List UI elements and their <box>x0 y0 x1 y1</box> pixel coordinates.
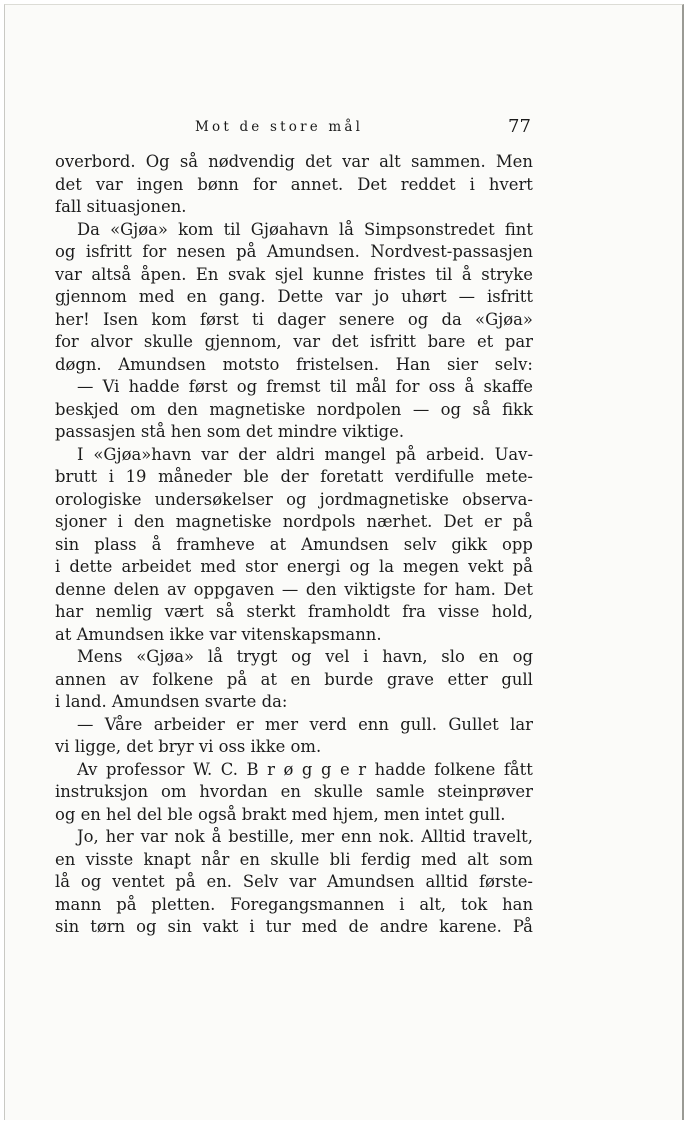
text-line: lå og ventet på en. Selv var Amundsen alltid første- <box>55 872 533 891</box>
running-header: Mot de store mål <box>195 119 364 135</box>
text-line: passasjen stå hen som det mindre viktige. <box>55 422 405 441</box>
text-line: og isfritt for nesen på Amundsen. Nordvest-passasjen <box>55 242 533 261</box>
text-line: og en hel del ble også brakt med hjem, men intet gull. <box>55 804 506 824</box>
text-line: en visste knapt når en skulle bli ferdig med alt som <box>55 849 533 869</box>
page-number: 77 <box>508 116 531 137</box>
text-line: var altså åpen. En svak sjel kunne fristes til å stryke <box>55 264 533 284</box>
text-line: her! Isen kom først ti dager senere og da «Gjøa» <box>55 309 533 329</box>
body-text <box>55 151 533 939</box>
text-line: gjennom med en gang. Dette var jo uhørt — isfritt <box>55 287 533 306</box>
text-line: vi ligge, det bryr vi oss ikke om. <box>55 737 322 756</box>
text-line: sin tørn og sin vakt i tur med de andre karene. På <box>55 917 533 936</box>
text-line: har nemlig vært så sterkt framholdt fra visse hold, <box>55 602 533 621</box>
text-line: i dette arbeidet med stor energi og la megen vekt på <box>55 557 533 576</box>
text-line: brutt i 19 måneder ble der foretatt verdifulle mete- <box>55 467 533 486</box>
text-line: det var ingen bønn for annet. Det reddet i hvert <box>55 174 533 194</box>
text-line: sin plass å framheve at Amundsen selv gikk opp <box>55 534 533 554</box>
text-line: fall situasjonen. <box>55 197 187 216</box>
text-line: at Amundsen ikke var vitenskapsmann. <box>55 624 382 644</box>
text-line: beskjed om den magnetiske nordpolen — og så fikk <box>55 399 533 419</box>
text-line: — Våre arbeider er mer verd enn gull. Gullet lar <box>77 714 533 734</box>
text-line: overbord. Og så nødvendig det var alt sammen. Men <box>55 152 533 171</box>
text-line: sjoner i den magnetiske nordpols nærhet. Det er på <box>55 512 533 531</box>
text-line: Av professor W. C. B r ø g g e r hadde folkene fått <box>77 759 533 779</box>
text-line: — Vi hadde først og fremst til mål for oss å skaffe <box>77 377 533 396</box>
text-line: I «Gjøa»havn var der aldri mangel på arbeid. Uav- <box>77 444 533 464</box>
text-line: for alvor skulle gjennom, var det isfritt bare et par <box>55 332 533 351</box>
text-line: Mens «Gjøa» lå trygt og vel i havn, slo en og <box>77 647 533 666</box>
text-line: i land. Amundsen svarte da: <box>55 692 288 711</box>
text-line: mann på pletten. Foregangsmannen i alt, tok han <box>55 894 533 914</box>
text-line: instruksjon om hvordan en skulle samle steinprøver <box>55 782 533 801</box>
book-page <box>4 4 684 1120</box>
text-line: Jo, her var nok å bestille, mer enn nok. Alltid travelt, <box>77 827 533 846</box>
text-line: denne delen av oppgaven — den viktigste for ham. Det <box>55 579 533 599</box>
text-line: Da «Gjøa» kom til Gjøahavn lå Simpsonstredet fint <box>77 219 533 239</box>
text-line: døgn. Amundsen motsto fristelsen. Han sier selv: <box>55 354 533 374</box>
text-line: orologiske undersøkelser og jordmagnetiske observa- <box>55 489 533 509</box>
text-line: annen av folkene på at en burde grave etter gull <box>55 669 533 689</box>
